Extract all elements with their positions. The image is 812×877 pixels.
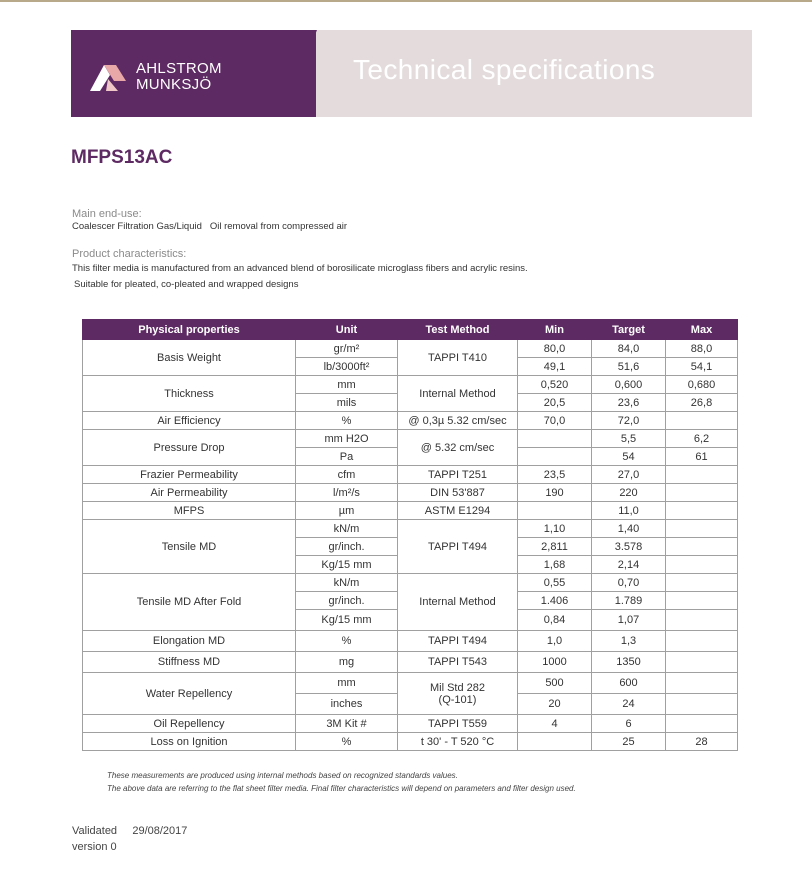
max-cell: 0,680 xyxy=(666,376,738,394)
min-cell: 1000 xyxy=(518,652,592,673)
min-cell: 1.406 xyxy=(518,592,592,610)
table-row xyxy=(83,673,738,694)
method-cell: DIN 53'887 xyxy=(398,484,518,502)
end-use-category: Coalescer Filtration Gas/Liquid xyxy=(72,221,202,232)
target-cell: 23,6 xyxy=(592,394,666,412)
unit-cell: mg xyxy=(296,652,398,673)
table-row xyxy=(83,484,738,502)
version-label: version 0 xyxy=(72,841,117,853)
end-use-application: Oil removal from compressed air xyxy=(209,221,348,232)
min-cell: 20 xyxy=(518,694,592,715)
max-cell xyxy=(666,412,738,430)
target-cell: 2,14 xyxy=(592,556,666,574)
table-row xyxy=(83,715,738,733)
min-cell xyxy=(518,448,592,466)
validated-date: 29/08/2017 xyxy=(132,825,188,837)
unit-cell: inches xyxy=(296,694,398,715)
brand-line2: MUNKSJÖ xyxy=(136,76,212,93)
max-cell: 88,0 xyxy=(666,340,738,358)
target-cell: 1,40 xyxy=(592,520,666,538)
method-cell: @ 5.32 cm/sec xyxy=(398,430,518,466)
unit-cell: Kg/15 mm xyxy=(296,556,398,574)
main-end-use-label: Main end-use: xyxy=(72,208,142,220)
unit-cell: Kg/15 mm xyxy=(296,610,398,631)
table-row xyxy=(83,502,738,520)
specs-table xyxy=(82,319,738,751)
property-cell: Thickness xyxy=(83,376,296,412)
method-cell xyxy=(398,673,518,715)
max-cell: 54,1 xyxy=(666,358,738,376)
target-cell: 27,0 xyxy=(592,466,666,484)
max-cell xyxy=(666,673,738,694)
target-cell: 11,0 xyxy=(592,502,666,520)
target-cell: 0,70 xyxy=(592,574,666,592)
max-cell: 6,2 xyxy=(666,430,738,448)
target-cell: 1350 xyxy=(592,652,666,673)
table-row xyxy=(83,466,738,484)
target-cell: 84,0 xyxy=(592,340,666,358)
top-rule xyxy=(0,0,812,2)
max-cell: 28 xyxy=(666,733,738,751)
property-cell: Frazier Permeability xyxy=(83,466,296,484)
property-cell: Basis Weight xyxy=(83,340,296,376)
property-cell: Tensile MD xyxy=(83,520,296,574)
table-row xyxy=(83,376,738,394)
max-cell: 61 xyxy=(666,448,738,466)
method-cell: TAPPI T543 xyxy=(398,652,518,673)
brand-name xyxy=(136,61,222,93)
property-cell: MFPS xyxy=(83,502,296,520)
unit-cell: lb/3000ft² xyxy=(296,358,398,376)
table-row xyxy=(83,412,738,430)
min-cell: 20,5 xyxy=(518,394,592,412)
method-cell: TAPPI T251 xyxy=(398,466,518,484)
property-cell: Loss on Ignition xyxy=(83,733,296,751)
max-cell xyxy=(666,520,738,538)
table-row xyxy=(83,430,738,448)
max-cell xyxy=(666,484,738,502)
unit-cell: 3M Kit # xyxy=(296,715,398,733)
max-cell xyxy=(666,556,738,574)
target-cell: 3.578 xyxy=(592,538,666,556)
unit-cell: gr/inch. xyxy=(296,538,398,556)
min-cell xyxy=(518,430,592,448)
property-cell: Air Permeability xyxy=(83,484,296,502)
min-cell: 0,84 xyxy=(518,610,592,631)
method-cell: Internal Method xyxy=(398,376,518,412)
method-cell: t 30' - T 520 °C xyxy=(398,733,518,751)
unit-cell: % xyxy=(296,631,398,652)
target-cell: 1,07 xyxy=(592,610,666,631)
max-cell xyxy=(666,694,738,715)
property-cell: Stiffness MD xyxy=(83,652,296,673)
min-cell: 0,55 xyxy=(518,574,592,592)
unit-cell: gr/inch. xyxy=(296,592,398,610)
target-cell: 54 xyxy=(592,448,666,466)
unit-cell: kN/m xyxy=(296,574,398,592)
unit-cell: µm xyxy=(296,502,398,520)
min-cell: 49,1 xyxy=(518,358,592,376)
table-row xyxy=(83,652,738,673)
target-cell: 5,5 xyxy=(592,430,666,448)
header-target: Target xyxy=(592,320,666,340)
table-row xyxy=(83,631,738,652)
min-cell: 1,0 xyxy=(518,631,592,652)
max-cell xyxy=(666,538,738,556)
product-characteristics-line2: Suitable for pleated, co-pleated and wrapped designs xyxy=(74,279,299,290)
max-cell xyxy=(666,502,738,520)
page-title: Technical specifications xyxy=(353,54,656,85)
product-characteristics-line1: This filter media is manufactured from an advanced blend of borosilicate microglass fibers and acrylic resins. xyxy=(72,263,528,274)
unit-cell: % xyxy=(296,412,398,430)
product-code: MFPS13AC xyxy=(71,147,173,168)
unit-cell: gr/m² xyxy=(296,340,398,358)
target-cell: 600 xyxy=(592,673,666,694)
target-cell: 1.789 xyxy=(592,592,666,610)
method-cell: Internal Method xyxy=(398,574,518,631)
header-physical-properties: Physical properties xyxy=(83,320,296,340)
target-cell: 51,6 xyxy=(592,358,666,376)
min-cell: 1,68 xyxy=(518,556,592,574)
min-cell: 80,0 xyxy=(518,340,592,358)
product-characteristics-label: Product characteristics: xyxy=(72,248,187,260)
method-cell: TAPPI T559 xyxy=(398,715,518,733)
banner-slant xyxy=(281,30,317,117)
max-cell xyxy=(666,715,738,733)
min-cell: 2,811 xyxy=(518,538,592,556)
table-row xyxy=(83,340,738,358)
property-cell: Air Efficiency xyxy=(83,412,296,430)
unit-cell: mm H2O xyxy=(296,430,398,448)
max-cell xyxy=(666,592,738,610)
target-cell: 6 xyxy=(592,715,666,733)
method-line1: Mil Std 282 xyxy=(429,681,486,694)
min-cell: 1,10 xyxy=(518,520,592,538)
target-cell: 25 xyxy=(592,733,666,751)
validation-line xyxy=(72,825,187,837)
min-cell: 500 xyxy=(518,673,592,694)
ahlstrom-munksjo-logo-icon xyxy=(86,57,128,93)
max-cell xyxy=(666,631,738,652)
min-cell: 23,5 xyxy=(518,466,592,484)
min-cell: 0,520 xyxy=(518,376,592,394)
unit-cell: mm xyxy=(296,376,398,394)
method-cell: ASTM E1294 xyxy=(398,502,518,520)
validated-label: Validated xyxy=(72,825,118,837)
target-cell: 220 xyxy=(592,484,666,502)
header-unit: Unit xyxy=(296,320,398,340)
brand-line1: AHLSTROM xyxy=(136,60,222,77)
max-cell: 26,8 xyxy=(666,394,738,412)
property-cell: Tensile MD After Fold xyxy=(83,574,296,631)
property-cell: Oil Repellency xyxy=(83,715,296,733)
table-header-row xyxy=(83,320,738,340)
table-row xyxy=(83,574,738,592)
min-cell xyxy=(518,502,592,520)
main-end-use-text xyxy=(72,221,347,232)
header-max: Max xyxy=(666,320,738,340)
target-cell: 24 xyxy=(592,694,666,715)
unit-cell: l/m²/s xyxy=(296,484,398,502)
unit-cell: % xyxy=(296,733,398,751)
method-cell: TAPPI T494 xyxy=(398,520,518,574)
footnote-1: These measurements are produced using internal methods based on recognized standards values. xyxy=(107,771,458,780)
min-cell xyxy=(518,733,592,751)
max-cell xyxy=(666,574,738,592)
target-cell: 0,600 xyxy=(592,376,666,394)
target-cell: 1,3 xyxy=(592,631,666,652)
method-cell: @ 0,3µ 5.32 cm/sec xyxy=(398,412,518,430)
unit-cell: mm xyxy=(296,673,398,694)
footnote-2: The above data are referring to the flat sheet filter media. Final filter characteristics will depend on parameters and filter design used. xyxy=(107,784,576,793)
property-cell: Water Repellency xyxy=(83,673,296,715)
table-row xyxy=(83,520,738,538)
max-cell xyxy=(666,610,738,631)
header-test-method: Test Method xyxy=(398,320,518,340)
unit-cell: mils xyxy=(296,394,398,412)
method-line2: (Q-101) xyxy=(438,693,477,706)
max-cell xyxy=(666,652,738,673)
property-cell: Pressure Drop xyxy=(83,430,296,466)
min-cell: 4 xyxy=(518,715,592,733)
method-cell: TAPPI T494 xyxy=(398,631,518,652)
max-cell xyxy=(666,466,738,484)
target-cell: 72,0 xyxy=(592,412,666,430)
header-banner xyxy=(71,30,752,117)
header-min: Min xyxy=(518,320,592,340)
unit-cell: cfm xyxy=(296,466,398,484)
property-cell: Elongation MD xyxy=(83,631,296,652)
unit-cell: kN/m xyxy=(296,520,398,538)
min-cell: 70,0 xyxy=(518,412,592,430)
method-cell: TAPPI T410 xyxy=(398,340,518,376)
unit-cell: Pa xyxy=(296,448,398,466)
min-cell: 190 xyxy=(518,484,592,502)
table-row xyxy=(83,733,738,751)
